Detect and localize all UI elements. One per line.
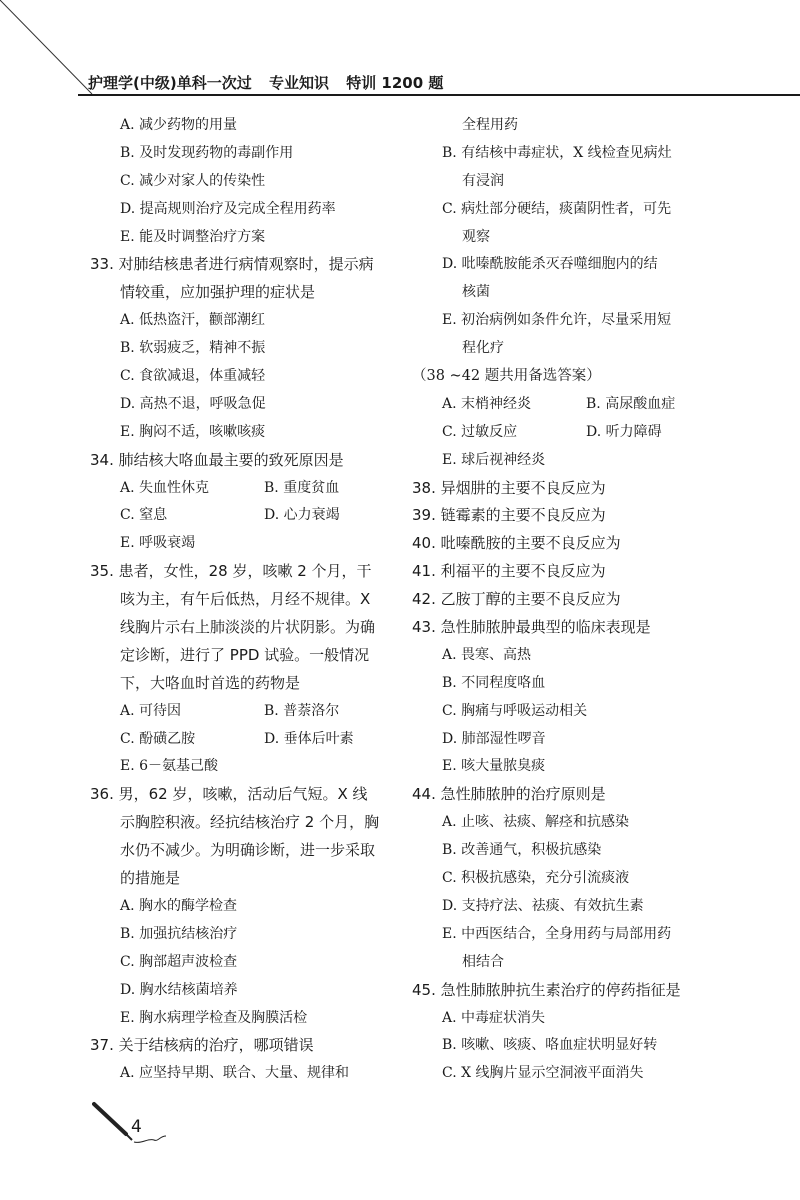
option-continued: 核菌 <box>462 284 490 301</box>
option-pair <box>90 726 390 754</box>
answer-option: E. 胸水病理学检查及胸膜活检 <box>120 1009 308 1026</box>
answer-option: D. 提高规则治疗及完成全程用药率 <box>120 200 336 217</box>
header-rule <box>78 94 800 96</box>
answer-option: A. 低热盗汗，颧部潮红 <box>120 312 266 329</box>
question-stem-continued: 示胸腔积液。经抗结核治疗 2 个月，胸 <box>120 813 380 832</box>
answer-option: B. 软弱疲乏，精神不振 <box>120 340 266 357</box>
answer-option: A. 失血性休克 <box>120 479 210 496</box>
option-pair <box>412 419 712 447</box>
question-stem-continued: 的措施是 <box>120 869 181 888</box>
answer-option: A. 减少药物的用量 <box>120 117 238 133</box>
answer-option: B. 及时发现药物的毒副作用 <box>120 144 294 161</box>
answer-option: C. 减少对家人的传染性 <box>120 172 266 189</box>
answer-option: E. 能及时调整治疗方案 <box>120 228 266 245</box>
question-stem-continued: 定诊断，进行了 PPD 试验。一般情况 <box>120 645 370 664</box>
answer-option: A. 胸水的酶学检查 <box>120 897 238 914</box>
question-stem: 33. 对肺结核患者进行病情观察时，提示病 <box>90 255 374 274</box>
answer-option: B. 普萘洛尔 <box>264 702 340 719</box>
question-stem: 40. 吡嗪酰胺的主要不良反应为 <box>412 534 621 553</box>
answer-option: A. 可待因 <box>120 702 182 719</box>
option-continued: 程化疗 <box>462 340 504 357</box>
question-stem: 41. 利福平的主要不良反应为 <box>412 562 606 581</box>
right-column <box>412 112 712 1088</box>
question-stem: 37. 关于结核病的治疗，哪项错误 <box>90 1036 314 1055</box>
question-stem: 35. 患者，女性，28 岁，咳嗽 2 个月，干 <box>90 562 372 581</box>
answer-option: B. 不同程度咯血 <box>442 674 546 691</box>
answer-option: E. 呼吸衰竭 <box>120 535 196 552</box>
question-stem: 44. 急性肺脓肿的治疗原则是 <box>412 785 606 804</box>
answer-option: B. 有结核中毒症状，X 线检查见病灶 <box>442 144 672 161</box>
answer-option: B. 咳嗽、咳痰、咯血症状明显好转 <box>442 1037 658 1054</box>
answer-option: C. 胸部超声波检查 <box>120 953 238 970</box>
answer-option: C. 食欲减退，体重减轻 <box>120 368 266 385</box>
answer-option: D. 垂体后叶素 <box>264 730 354 747</box>
question-stem-continued: 线胸片示右上肺淡淡的片状阴影。为确 <box>120 618 376 637</box>
answer-option: D. 心力衰竭 <box>264 507 340 524</box>
section-title: 专业知识 <box>268 74 329 92</box>
question-stem-continued: 情较重，应加强护理的症状是 <box>120 283 316 302</box>
book-title: 护理学(中级)单科一次过 <box>88 74 252 92</box>
answer-option: E. 球后视神经炎 <box>442 451 546 468</box>
question-stem: 34. 肺结核大咯血最主要的致死原因是 <box>90 450 344 469</box>
answer-option: E. 初治病例如条件允许，尽量采用短 <box>442 312 672 329</box>
answer-option: A. 末梢神经炎 <box>442 395 532 412</box>
answer-option: C. X 线胸片显示空洞液平面消失 <box>442 1065 644 1082</box>
option-continued: 相结合 <box>462 953 504 970</box>
answer-option: B. 加强抗结核治疗 <box>120 925 238 942</box>
answer-option: A. 中毒症状消失 <box>442 1009 546 1026</box>
page-number: 4 <box>131 1117 142 1137</box>
answer-option: D. 高热不退，呼吸急促 <box>120 395 266 412</box>
question-stem: 43. 急性肺脓肿最典型的临床表现是 <box>412 618 651 637</box>
option-continued: 全程用药 <box>462 117 518 133</box>
running-header <box>88 72 800 94</box>
answer-option: C. 积极抗感染，充分引流痰液 <box>442 870 630 887</box>
question-stem: 45. 急性肺脓肿抗生素治疗的停药指征是 <box>412 980 681 999</box>
question-stem: 36. 男，62 岁，咳嗽，活动后气短。X 线 <box>90 785 368 804</box>
answer-option: C. 胸痛与呼吸运动相关 <box>442 702 588 719</box>
series-title: 特训 1200 题 <box>346 74 444 92</box>
answer-option: E. 中西医结合，全身用药与局部用药 <box>442 925 672 942</box>
answer-option: D. 听力障碍 <box>586 423 662 440</box>
answer-option: E. 咳大量脓臭痰 <box>442 758 546 775</box>
answer-option: C. 酚磺乙胺 <box>120 730 196 747</box>
answer-option: D. 吡嗪酰胺能杀灭吞噬细胞内的结 <box>442 256 658 273</box>
answer-option: D. 肺部湿性啰音 <box>442 730 546 747</box>
question-stem-continued: 咳为主，有午后低热，月经不规律。X <box>120 590 371 609</box>
option-pair <box>90 698 390 726</box>
answer-option: C. 窒息 <box>120 507 168 524</box>
answer-option: D. 胸水结核菌培养 <box>120 981 238 998</box>
question-stem-continued: 水仍不减少。为明确诊断，进一步采取 <box>120 841 376 860</box>
option-continued: 观察 <box>462 228 490 245</box>
answer-option: B. 改善通气，积极抗感染 <box>442 842 602 859</box>
option-pair <box>412 391 712 419</box>
shared-answer-group-label: （38 ~42 题共用备选答案） <box>412 368 601 385</box>
answer-option: D. 支持疗法、祛痰、有效抗生素 <box>442 897 644 914</box>
answer-option: C. 病灶部分硬结，痰菌阴性者，可先 <box>442 200 672 217</box>
answer-option: B. 重度贫血 <box>264 479 340 496</box>
corner-diagonal-line <box>0 0 100 100</box>
option-pair <box>90 475 390 503</box>
answer-option: B. 高尿酸血症 <box>586 395 676 412</box>
answer-option: E. 6－氨基己酸 <box>120 758 219 775</box>
question-stem: 38. 异烟肼的主要不良反应为 <box>412 478 606 497</box>
answer-option: A. 畏寒、高热 <box>442 646 532 663</box>
option-continued: 有浸润 <box>462 172 504 189</box>
question-stem: 42. 乙胺丁醇的主要不良反应为 <box>412 590 621 609</box>
left-column <box>90 112 390 1088</box>
question-stem: 39. 链霉素的主要不良反应为 <box>412 506 606 525</box>
answer-option: C. 过敏反应 <box>442 423 518 440</box>
answer-option: E. 胸闷不适，咳嗽咳痰 <box>120 423 266 440</box>
question-stem-continued: 下，大咯血时首选的药物是 <box>120 673 301 692</box>
answer-option: A. 止咳、祛痰、解痉和抗感染 <box>442 814 630 831</box>
option-pair <box>90 502 390 530</box>
answer-option: A. 应坚持早期、联合、大量、规律和 <box>120 1065 350 1082</box>
